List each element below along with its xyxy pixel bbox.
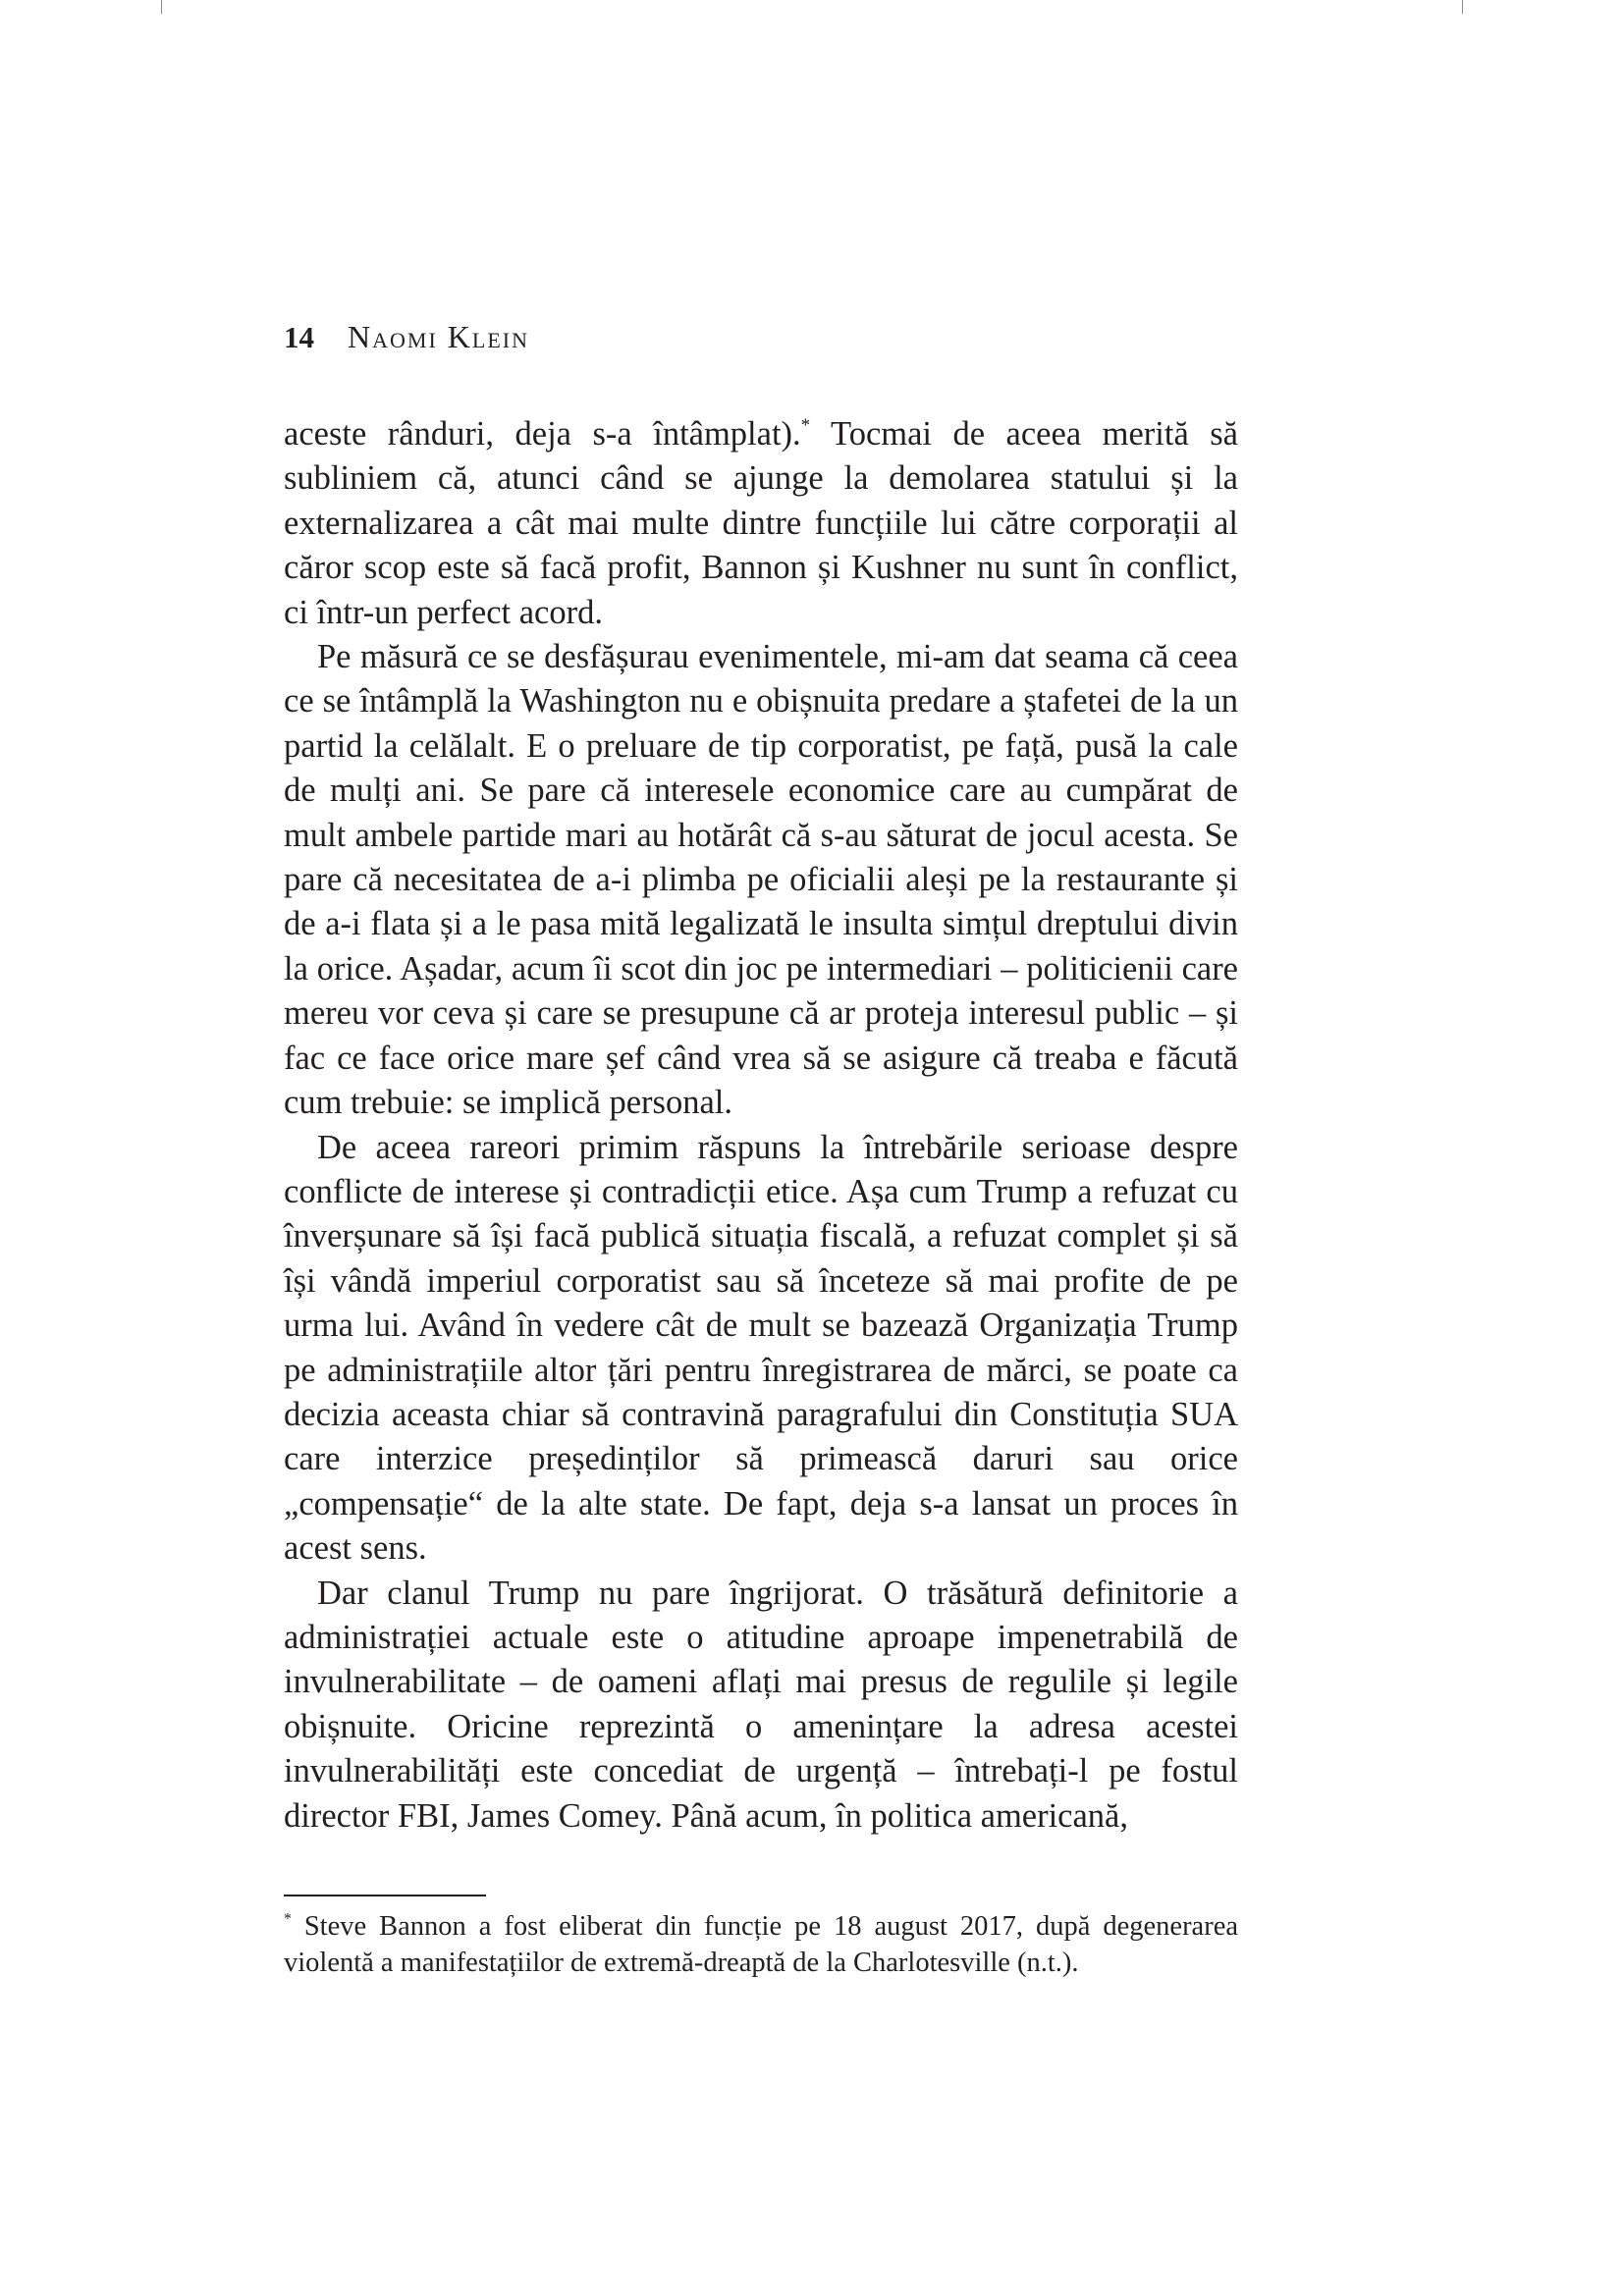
crop-mark-right: [1462, 0, 1463, 14]
footnote: [284, 1908, 1238, 1981]
page-number: 14: [284, 320, 314, 354]
running-head-author: Naomi Klein: [348, 319, 529, 354]
paragraph-1: [284, 412, 1238, 635]
footnote-divider: [284, 1895, 486, 1896]
footnote-reference-mark[interactable]: *: [800, 414, 811, 436]
paragraph-1-start: aceste rânduri, deja s-a întâmplat).: [284, 415, 801, 453]
footnote-mark: *: [284, 1910, 292, 1928]
paragraph-4: Dar clanul Trump nu pare îngrijorat. O trăsătură definitorie a administrației actuale este o atitudine aproape impenetrabilă de invulnerabilitate – de oameni aflați mai presus de regulile și legile obișnuite. Oricine reprezintă o amenințare la adresa acestei invulnerabilități este concediat de urgență – întrebați-l pe fostul director FBI, James Comey. Până acum, în politica americană,: [284, 1574, 1238, 1835]
paragraph-3: De aceea rareori primim răspuns la întrebările serioase despre conflicte de interese și contradicții etice. Așa cum Trump a refuzat cu înverșunare să își facă publică situația fiscală, a refuzat complet și să își vândă imperiul corporatist sau să înceteze să mai profite de pe urma lui. Având în vedere cât de mult se bazează Organizația Trump pe administrațiile altor țări pentru înregistrarea de mărci, se poate ca decizia aceasta chiar să contravină paragrafului din Constituția SUA care interzice președinților să primească daruri sau orice „compensație“ de la alte state. De fapt, deja s-a lansat un proces în acest sens.: [284, 1128, 1238, 1568]
footnote-text: Steve Bannon a fost eliberat din funcție pe 18 august 2017, după degenerarea violentă a manifestațiilor de extremă-dreaptă de la Charlotesville (n.t.).: [284, 1911, 1238, 1978]
paragraph-2: Pe măsură ce se desfășurau evenimentele, mi-am dat seama că ceea ce se întâmplă la Washington nu e obișnuita predare a ștafetei de la un partid la celălalt. E o preluare de tip corporatist, pe față, pusă la cale de mulți ani. Se pare că interesele economice care au cumpărat de mult ambele partide mari au hotărât că s-au săturat de jocul acesta. Se pare că necesitatea de a-i plimba pe oficialii aleși pe la restaurante și de a-i flata și a le pasa mită legalizată le insulta simțul dreptului divin la orice. Așadar, acum îi scot din joc pe intermediari – politicienii care mereu vor ceva și care se presupune că ar proteja interesul public – și fac ce face orice mare șef când vrea să se asigure că treaba e făcută cum trebuie: se implică personal.: [284, 638, 1238, 1122]
body-text: [284, 412, 1238, 1839]
crop-mark-left: [161, 0, 162, 14]
running-head: [284, 317, 529, 356]
paragraph-1-rest: Tocmai de aceea merită să subliniem că, atunci când se ajunge la demolarea statului și la externalizarea a cât mai multe dintre funcțiile lui către corporații al căror scop este să facă profit, Bannon și Kushner nu sunt în conflict, ci într-un perfect acord.: [284, 415, 1238, 631]
